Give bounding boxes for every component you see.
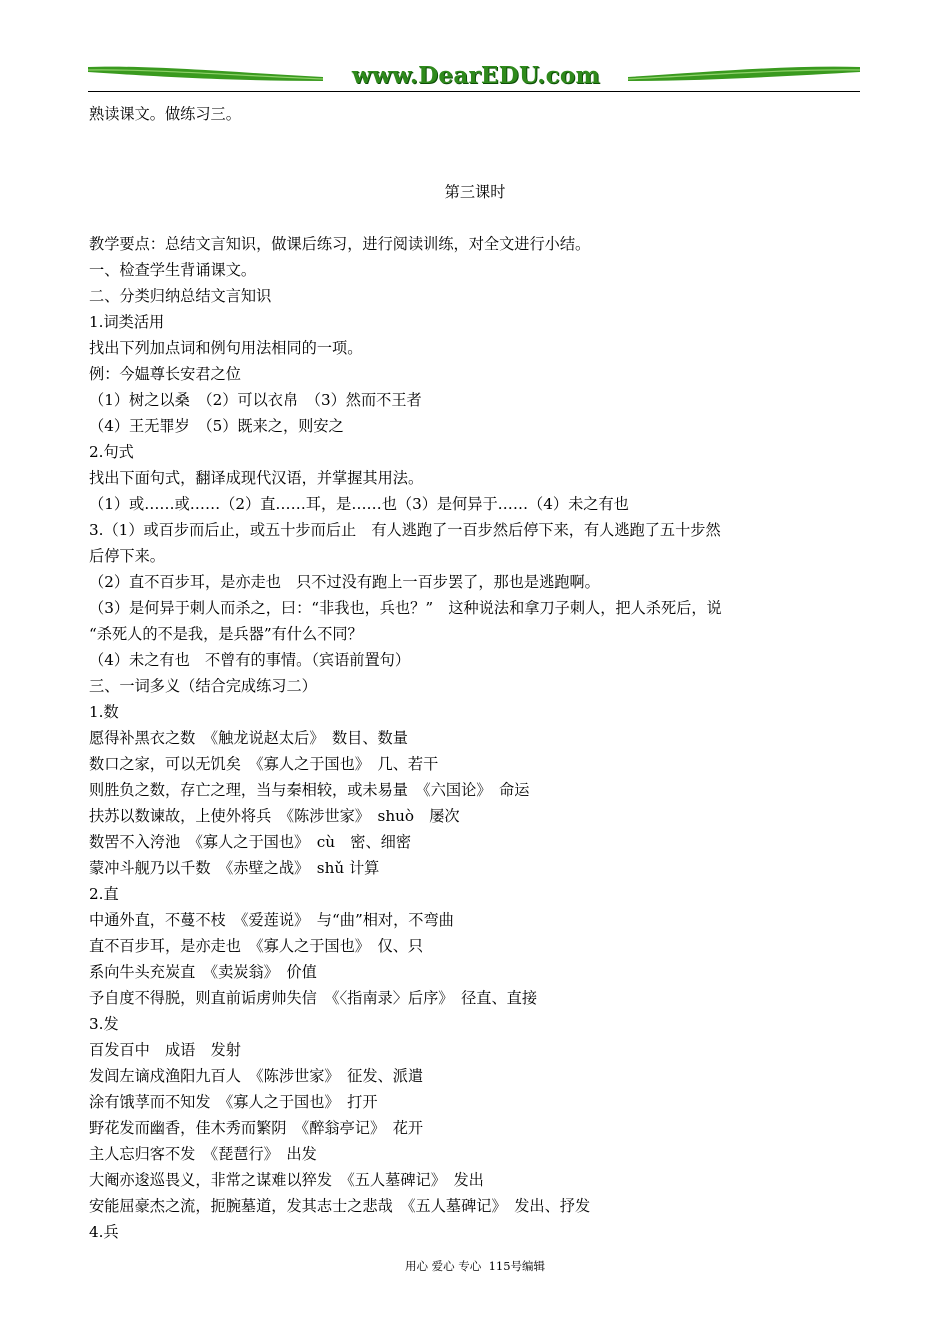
header-rule (88, 91, 860, 92)
text-line: 安能屈豪杰之流，扼腕墓道，发其志士之悲哉 《五人墓碑记》 发出、抒发 (89, 1197, 591, 1215)
text-line: 主人忘归客不发 《琵琶行》 出发 (89, 1145, 317, 1163)
text-line: 例：今媪尊长安君之位 (89, 365, 241, 383)
text-line: 三、一词多义（结合完成练习二） (89, 677, 317, 695)
text-line: “杀死人的不是我，是兵器”有什么不同？ (89, 625, 363, 643)
text-line: （4）王无罪岁 （5）既来之，则安之 (89, 417, 344, 435)
text-line: 蒙冲斗舰乃以千数 《赤壁之战》 shǔ 计算 (89, 859, 380, 877)
text-line: 发闾左谪戍渔阳九百人 《陈涉世家》 征发、派遣 (89, 1067, 424, 1085)
text-line: 3.（1）或百步而后止，或五十步而后止 有人逃跑了一百步然后停下来，有人逃跑了五十步然 (89, 521, 721, 539)
text-line: 后停下来。 (89, 547, 165, 565)
text-line: 愿得补黑衣之数 《触龙说赵太后》 数目、数量 (89, 729, 408, 747)
text-line: 则胜负之数，存亡之理，当与秦相较，或未易量 《六国论》 命运 (89, 781, 530, 799)
text-line: 找出下面句式，翻译成现代汉语，并掌握其用法。 (89, 469, 424, 487)
text-line: 扶苏以数谏故，上使外将兵 《陈涉世家》 shuò 屡次 (89, 807, 460, 825)
text-line: 找出下列加点词和例句用法相同的一项。 (89, 339, 363, 357)
text-line: （4）未之有也 不曾有的事情。（宾语前置句） (89, 651, 411, 669)
text-line: 系向牛头充炭直 《卖炭翁》 价值 (89, 963, 317, 981)
text-line: 教学要点：总结文言知识，做课后练习，进行阅读训练，对全文进行小结。 (89, 235, 591, 253)
text-line: （1）树之以桑 （2）可以衣帛 （3）然而不王者 (89, 391, 422, 409)
site-logo: www.DearEDU.com (351, 62, 601, 89)
text-line: 熟读课文。做练习三。 (89, 105, 241, 123)
text-line: （2）直不百步耳，是亦走也 只不过没有跑上一百步罢了，那也是逃跑啊。 (89, 573, 600, 591)
text-line: 二、分类归纳总结文言知识 (89, 287, 272, 305)
text-line: 予自度不得脱，则直前诟虏帅失信 《〈指南录〉后序》 径直、直接 (89, 989, 538, 1007)
text-line: 一、检查学生背诵课文。 (89, 261, 257, 279)
text-line: 2.直 (89, 885, 119, 903)
text-line: 野花发而幽香，佳木秀而繁阴 《醉翁亭记》 花开 (89, 1119, 424, 1137)
text-line: 4.兵 (89, 1223, 119, 1241)
section-title: 第三课时 (444, 183, 506, 201)
text-line: 百发百中 成语 发射 (89, 1041, 241, 1059)
text-line: 3.发 (89, 1015, 119, 1033)
page-footer: 用心 爱心 专心 115号编辑 (404, 1259, 546, 1273)
text-line: （1）或……或……（2）直……耳，是……也（3）是何异于……（4）未之有也 (89, 495, 629, 513)
text-line: 1.词类活用 (89, 313, 165, 331)
page-header (88, 60, 860, 94)
text-line: 数罟不入洿池 《寡人之于国也》 cù 密、细密 (89, 833, 412, 851)
text-line: （3）是何异于刺人而杀之，曰：“非我也，兵也？” 这种说法和拿刀子刺人，把人杀死后，说 (89, 599, 722, 617)
text-line: 中通外直，不蔓不枝 《爱莲说》 与“曲”相对，不弯曲 (89, 911, 454, 929)
text-line: 1.数 (89, 703, 119, 721)
text-line: 2.句式 (89, 443, 134, 461)
text-line: 直不百步耳，是亦走也 《寡人之于国也》 仅、只 (89, 937, 424, 955)
text-line: 数口之家，可以无饥矣 《寡人之于国也》 几、若干 (89, 755, 439, 773)
text-line: 大阉亦逡巡畏义，非常之谋难以猝发 《五人墓碑记》 发出 (89, 1171, 484, 1189)
text-line: 涂有饿莩而不知发 《寡人之于国也》 打开 (89, 1093, 378, 1111)
